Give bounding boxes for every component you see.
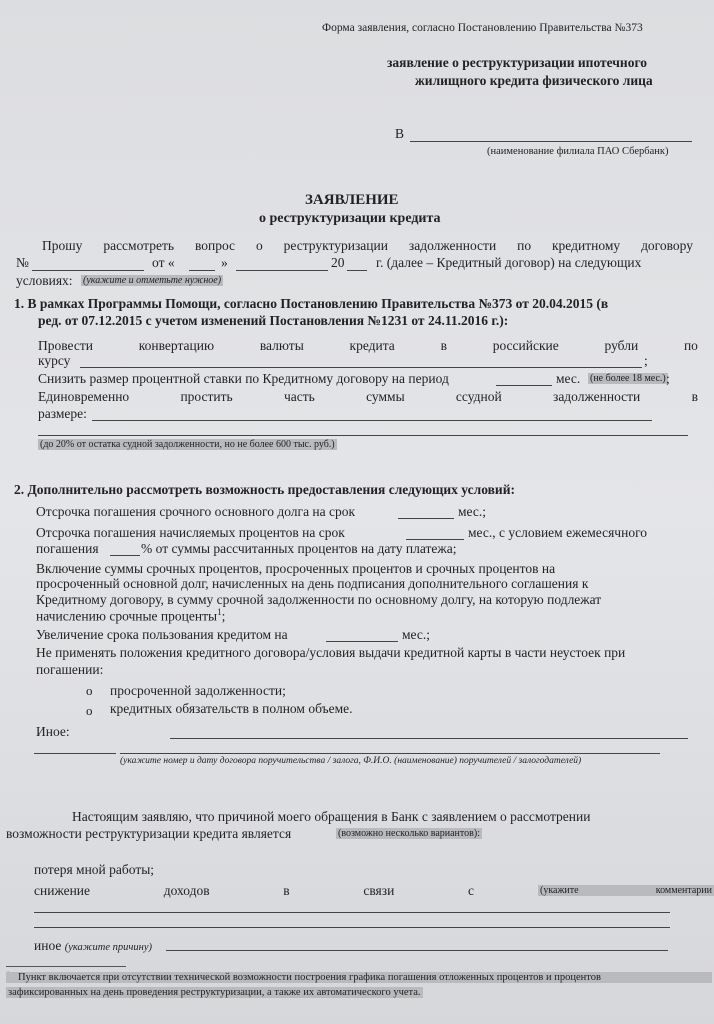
- intro-word: о: [255, 238, 263, 253]
- other-label: Иное:: [36, 724, 70, 739]
- conversion-end: ;: [644, 353, 648, 368]
- penalties-line-1: Не применять положения кредитного договора/условия выдачи кредитной карты в части неустоек при: [36, 645, 626, 660]
- intro-word: вопрос: [194, 238, 236, 253]
- conv-word: российские: [492, 338, 559, 353]
- rate-end: ;: [666, 371, 670, 386]
- income-word: снижение: [34, 883, 91, 898]
- forgive-word: в: [691, 389, 698, 404]
- other-reason-text: иное: [34, 938, 62, 953]
- forgive-amount-label: размере:: [38, 406, 87, 421]
- deferral-interest-label: Отсрочка погашения начисляемых процентов на срок: [36, 525, 345, 540]
- page-title: ЗАЯВЛЕНИЕ: [305, 192, 399, 208]
- section-1-heading: 1. В рамках Программы Помощи, согласно Постановлению Правительства №373 от 20.04.2015 (в: [14, 296, 609, 311]
- conv-word: Провести: [38, 338, 93, 353]
- capitalization-text: начислению срочные проценты: [36, 608, 218, 624]
- page-subtitle: о реструктуризации кредита: [259, 211, 441, 226]
- other-field-1[interactable]: [170, 738, 688, 739]
- income-hint-text: (укажите: [540, 885, 579, 896]
- forgive-amount-field-2[interactable]: [38, 435, 688, 436]
- contract-number-label: №: [16, 255, 29, 270]
- income-hint: [538, 885, 714, 896]
- forgive-word: суммы: [366, 389, 405, 404]
- doc-title-line-2: жилищного кредита физического лица: [415, 73, 653, 88]
- rate-unit: мес.: [556, 371, 581, 386]
- year-suffix: г. (далее – Кредитный договор) на следующих: [376, 255, 642, 270]
- conv-word: кредита: [349, 338, 395, 353]
- intro-word: задолженности: [408, 238, 497, 253]
- footnote-divider: [6, 966, 126, 967]
- reason-line-2: возможности реструктуризации кредита является: [6, 826, 292, 841]
- income-word: связи: [363, 883, 395, 898]
- reason-hint: (возможно несколько вариантов):: [338, 828, 480, 839]
- intro-word: рассмотреть: [103, 238, 175, 253]
- intro-word: договору: [641, 238, 693, 253]
- other-reason-label: [34, 938, 152, 954]
- branch-name-field[interactable]: [410, 141, 692, 142]
- section-2-heading: 2. Дополнительно рассмотреть возможность предоставления следующих условий:: [14, 482, 515, 497]
- forgive-line: [38, 389, 698, 405]
- deferral-interest-unit: мес., с условием ежемесячного: [468, 525, 648, 540]
- term-extension-field[interactable]: [326, 641, 398, 642]
- bullet-2: o: [86, 703, 93, 718]
- footnote-line-2: зафиксированных на день проведения реструктуризации, а также их автоматического учета.: [8, 987, 421, 998]
- forgive-word: ссудной: [455, 389, 502, 404]
- intro-line-1: [42, 238, 693, 254]
- rate-reduction-label: Снизить размер процентной ставки по Кредитному договору на период: [38, 371, 449, 386]
- forgive-word: Единовременно: [38, 389, 130, 404]
- forgive-hint: (до 20% от остатка судной задолженности, но не более 600 тыс. руб.): [40, 439, 335, 450]
- other-hint: (укажите номер и дату договора поручительства / залога, Ф.И.О. (наименование) поручителей / залогодателей): [120, 756, 582, 766]
- job-loss-option: потеря мной работы;: [34, 862, 155, 877]
- other-reason-hint: (укажите причину): [64, 942, 153, 953]
- conditions-label: условиях:: [16, 273, 73, 288]
- contract-from-label: от «: [152, 255, 175, 270]
- conversion-line: [38, 338, 698, 354]
- income-reduction-option: [34, 883, 474, 899]
- payment-tail: % от суммы рассчитанных процентов на дату платежа;: [141, 541, 457, 556]
- capitalization-line-3: Кредитному договору, в сумму срочной задолженности по основному долгу, на которую подлежат: [36, 592, 602, 607]
- capitalization-line-1: Включение суммы срочных процентов, просроченных процентов и срочных процентов на: [36, 561, 556, 576]
- intro-word: по: [517, 238, 532, 253]
- forgive-amount-field[interactable]: [92, 420, 652, 421]
- contract-month-field[interactable]: [236, 270, 328, 271]
- payment-label: погашения: [36, 541, 99, 556]
- reason-line-1: Настоящим заявляю, что причиной моего обращения в Банк с заявлением о рассмотрении: [72, 809, 591, 824]
- conversion-rate-field[interactable]: [80, 367, 642, 368]
- contract-day-field[interactable]: [189, 270, 215, 271]
- rate-hint: (не более 18 мес.): [590, 373, 666, 384]
- penalty-full: кредитных обязательств в полном объеме.: [110, 701, 353, 716]
- income-hint-text-2: комментарии: [655, 885, 712, 896]
- contract-year-field[interactable]: [347, 270, 367, 271]
- forgive-word: простить: [180, 389, 233, 404]
- year-prefix: 20: [331, 255, 345, 270]
- intro-word: реструктуризации: [283, 238, 388, 253]
- capitalization-end: ;: [221, 608, 226, 624]
- branch-caption: (наименование филиала ПАО Сбербанк): [487, 146, 669, 157]
- income-comment-field-2[interactable]: [34, 927, 670, 928]
- form-note: Форма заявления, согласно Постановлению Правительства №373: [322, 22, 643, 34]
- intro-word: Прошу: [42, 238, 83, 253]
- payment-percent-field[interactable]: [110, 555, 140, 556]
- deferral-principal-label: Отсрочка погашения срочного основного долга на срок: [36, 504, 356, 519]
- conv-word: конвертацию: [138, 338, 215, 353]
- term-extension-label: Увеличение срока пользования кредитом на: [36, 627, 288, 642]
- income-word: доходов: [163, 883, 210, 898]
- quote-close: »: [221, 255, 228, 270]
- deferral-principal-unit: мес.;: [458, 504, 486, 519]
- conv-word: рубли: [604, 338, 639, 353]
- conv-word: валюты: [259, 338, 304, 353]
- other-field-2b[interactable]: [120, 753, 660, 754]
- doc-title-line-1: заявление о реструктуризации ипотечного: [387, 55, 647, 70]
- conv-word: в: [440, 338, 447, 353]
- deferral-principal-field[interactable]: [398, 518, 454, 519]
- rate-period-field[interactable]: [496, 385, 552, 386]
- capitalization-line-4: [36, 607, 225, 625]
- forgive-word: часть: [283, 389, 315, 404]
- section-1-heading-2: ред. от 07.12.2015 с учетом изменений Постановления №1231 от 24.11.2016 г.):: [38, 313, 509, 328]
- branch-prefix: В: [395, 126, 405, 141]
- capitalization-line-2: просроченный основной долг, начисленных на день подписания дополнительного соглашения к: [36, 576, 589, 591]
- conditions-hint: (укажите и отметьте нужное): [83, 275, 222, 286]
- income-word: с: [468, 883, 474, 898]
- other-field-2a[interactable]: [34, 753, 116, 754]
- penalties-line-2: погашении:: [36, 662, 104, 677]
- conversion-rate-label: курсу: [38, 353, 71, 368]
- deferral-interest-field[interactable]: [406, 539, 464, 540]
- footnote-ref: 1: [217, 607, 222, 617]
- forgive-word: задолженности: [552, 389, 641, 404]
- contract-number-field[interactable]: [32, 270, 144, 271]
- bullet-1: o: [86, 683, 93, 698]
- income-word: в: [283, 883, 290, 898]
- term-extension-unit: мес.;: [402, 627, 430, 642]
- conv-word: по: [683, 338, 698, 353]
- income-comment-field-1[interactable]: [34, 912, 670, 913]
- other-reason-field[interactable]: [166, 950, 668, 951]
- footnote-line-1: Пункт включается при отсутствии технической возможности построения графика погашения отложенных процентов и процентов: [6, 972, 712, 983]
- intro-word: кредитному: [552, 238, 621, 253]
- penalty-overdue: просроченной задолженности;: [110, 683, 286, 698]
